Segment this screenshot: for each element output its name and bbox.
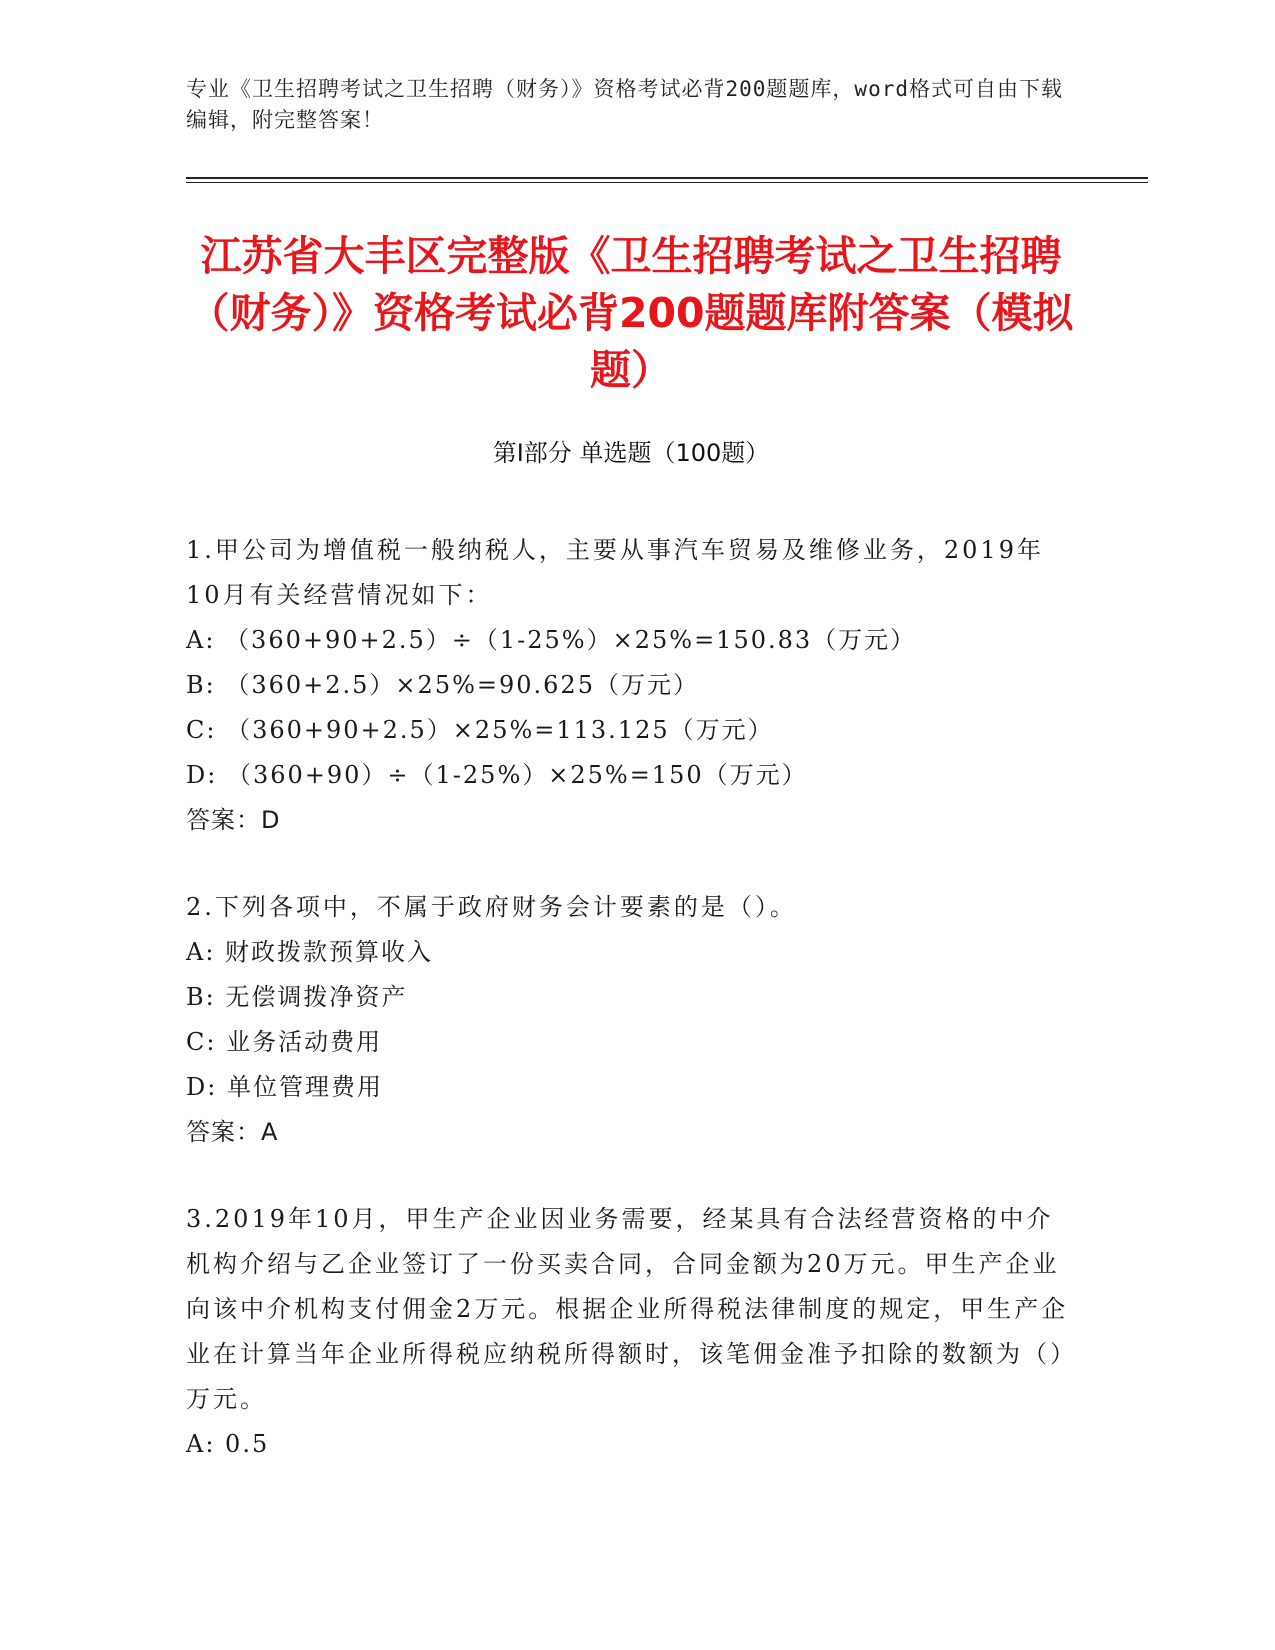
option-c: C: （360+90+2.5）×25%=113.125（万元） [186,716,774,744]
option-a: A: （360+90+2.5）÷（1-25%）×25%=150.83（万元） [186,626,917,654]
option-a: A: 财政拨款预算收入 [186,938,434,966]
answer-line [186,798,1076,843]
header-note: 专业《卫生招聘考试之卫生招聘（财务）》资格考试必背200题题库，word格式可自由下载编辑，附完整答案！ [186,77,1063,132]
question-2 [186,885,1076,1155]
answer-line [186,1110,1076,1155]
option-b: B: 无偿调拨净资产 [186,983,408,1011]
option-b: B: （360+2.5）×25%=90.625（万元） [186,671,699,699]
header-divider-thick [186,177,1148,179]
question-stem: 3.2019年10月，甲生产企业因业务需要，经某具有合法经营资格的中介机构介绍与乙企业签订了一份买卖合同，合同金额为20万元。甲生产企业向该中介机构支付佣金2万元。根据企业所得税法律制度的规定，甲生产企业在计算当年企业所得税应纳税所得额时，该笔佣金准予扣除的数额为（）万元。 [186,1205,1069,1413]
header-divider-thin [186,182,1148,183]
option-a: A: 0.5 [186,1430,270,1458]
document-title: 江苏省大丰区完整版《卫生招聘考试之卫生招聘（财务）》资格考试必背200题题库附答案（模拟题） [188,232,1074,394]
answer-label: 答案： [186,1118,261,1146]
question-list [186,528,1076,1509]
answer-value: D [261,806,280,834]
section-title: 第Ⅰ部分 单选题（100题） [492,439,770,467]
question-stem: 1.甲公司为增值税一般纳税人，主要从事汽车贸易及维修业务，2019年10月有关经营情况如下： [186,536,1044,609]
answer-value: A [261,1118,278,1146]
answer-label: 答案： [186,806,261,834]
question-3 [186,1197,1076,1467]
question-stem: 2.下列各项中，不属于政府财务会计要素的是（）。 [186,893,797,921]
option-d: D: （360+90）÷（1-25%）×25%=150（万元） [186,761,808,789]
question-1 [186,528,1076,843]
option-d: D: 单位管理费用 [186,1073,383,1101]
option-c: C: 业务活动费用 [186,1028,383,1056]
